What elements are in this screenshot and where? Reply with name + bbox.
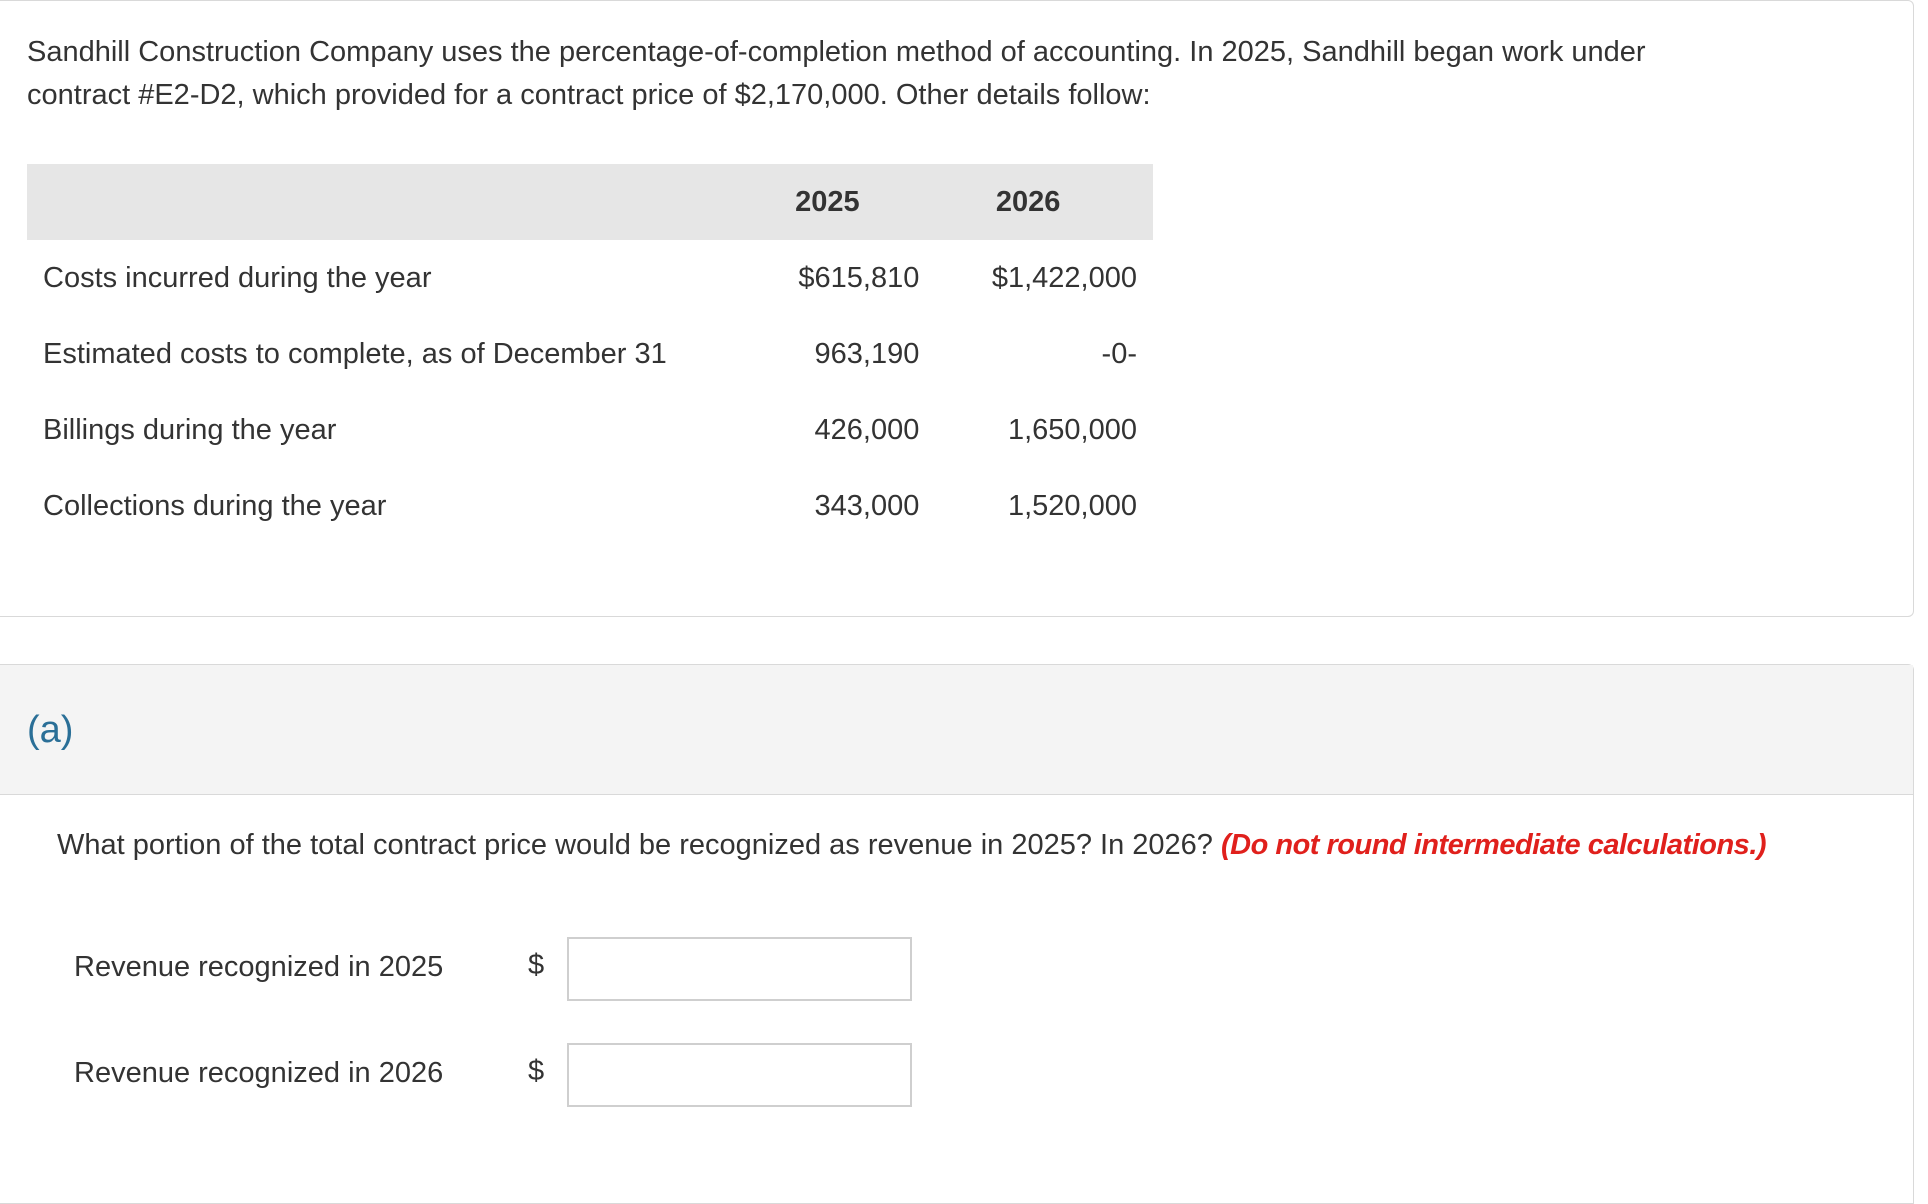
currency-symbol: $ (528, 1055, 545, 1087)
row-label: Collections during the year (43, 489, 387, 522)
answer-row-2025 (74, 937, 974, 1001)
question-prompt: What portion of the total contract price would be recognized as revenue in 2025? In 2026? (57, 829, 1213, 861)
table-header-2025: 2025 (735, 164, 919, 240)
revenue-2026-input[interactable] (567, 1043, 912, 1107)
part-a-card (0, 664, 1914, 1204)
answer-label-2025: Revenue recognized in 2025 (74, 951, 444, 983)
answer-label-2026: Revenue recognized in 2026 (74, 1057, 444, 1089)
table-header-label (27, 164, 735, 240)
row-label: Costs incurred during the year (43, 261, 432, 294)
cell-2025: 343,000 (814, 489, 920, 522)
table-row (27, 316, 1153, 392)
rounding-note: (Do not round intermediate calculations.) (1220, 829, 1767, 861)
contract-details-table (27, 164, 1153, 544)
cell-2025: 963,190 (814, 337, 920, 370)
answer-row-2026 (74, 1043, 974, 1107)
table-row (27, 468, 1153, 544)
cell-2026: 1,520,000 (1007, 489, 1137, 522)
problem-statement-line-2: contract #E2-D2, which provided for a contract price of $2,170,000. Other details follow: (27, 79, 1151, 111)
question-text (57, 829, 1766, 862)
cell-2025: 426,000 (814, 413, 920, 446)
problem-statement-line-1: Sandhill Construction Company uses the percentage-of-completion method of accounting. In 2025, Sandhill began work under (27, 36, 1646, 68)
row-label: Billings during the year (43, 413, 337, 446)
cell-2025: $615,810 (798, 261, 920, 294)
table-header-row (27, 164, 1153, 240)
cell-2026: 1,650,000 (1007, 413, 1137, 446)
currency-symbol: $ (528, 949, 545, 981)
table-header-2026: 2026 (919, 164, 1153, 240)
row-label: Estimated costs to complete, as of December 31 (43, 337, 667, 370)
part-header (0, 665, 1913, 795)
cell-2026: $1,422,000 (991, 261, 1137, 294)
cell-2026: -0- (1101, 337, 1137, 370)
table-row (27, 392, 1153, 468)
revenue-2025-input[interactable] (567, 937, 912, 1001)
part-label: (a) (27, 709, 74, 751)
table-row (27, 240, 1153, 316)
problem-statement (27, 31, 1827, 117)
